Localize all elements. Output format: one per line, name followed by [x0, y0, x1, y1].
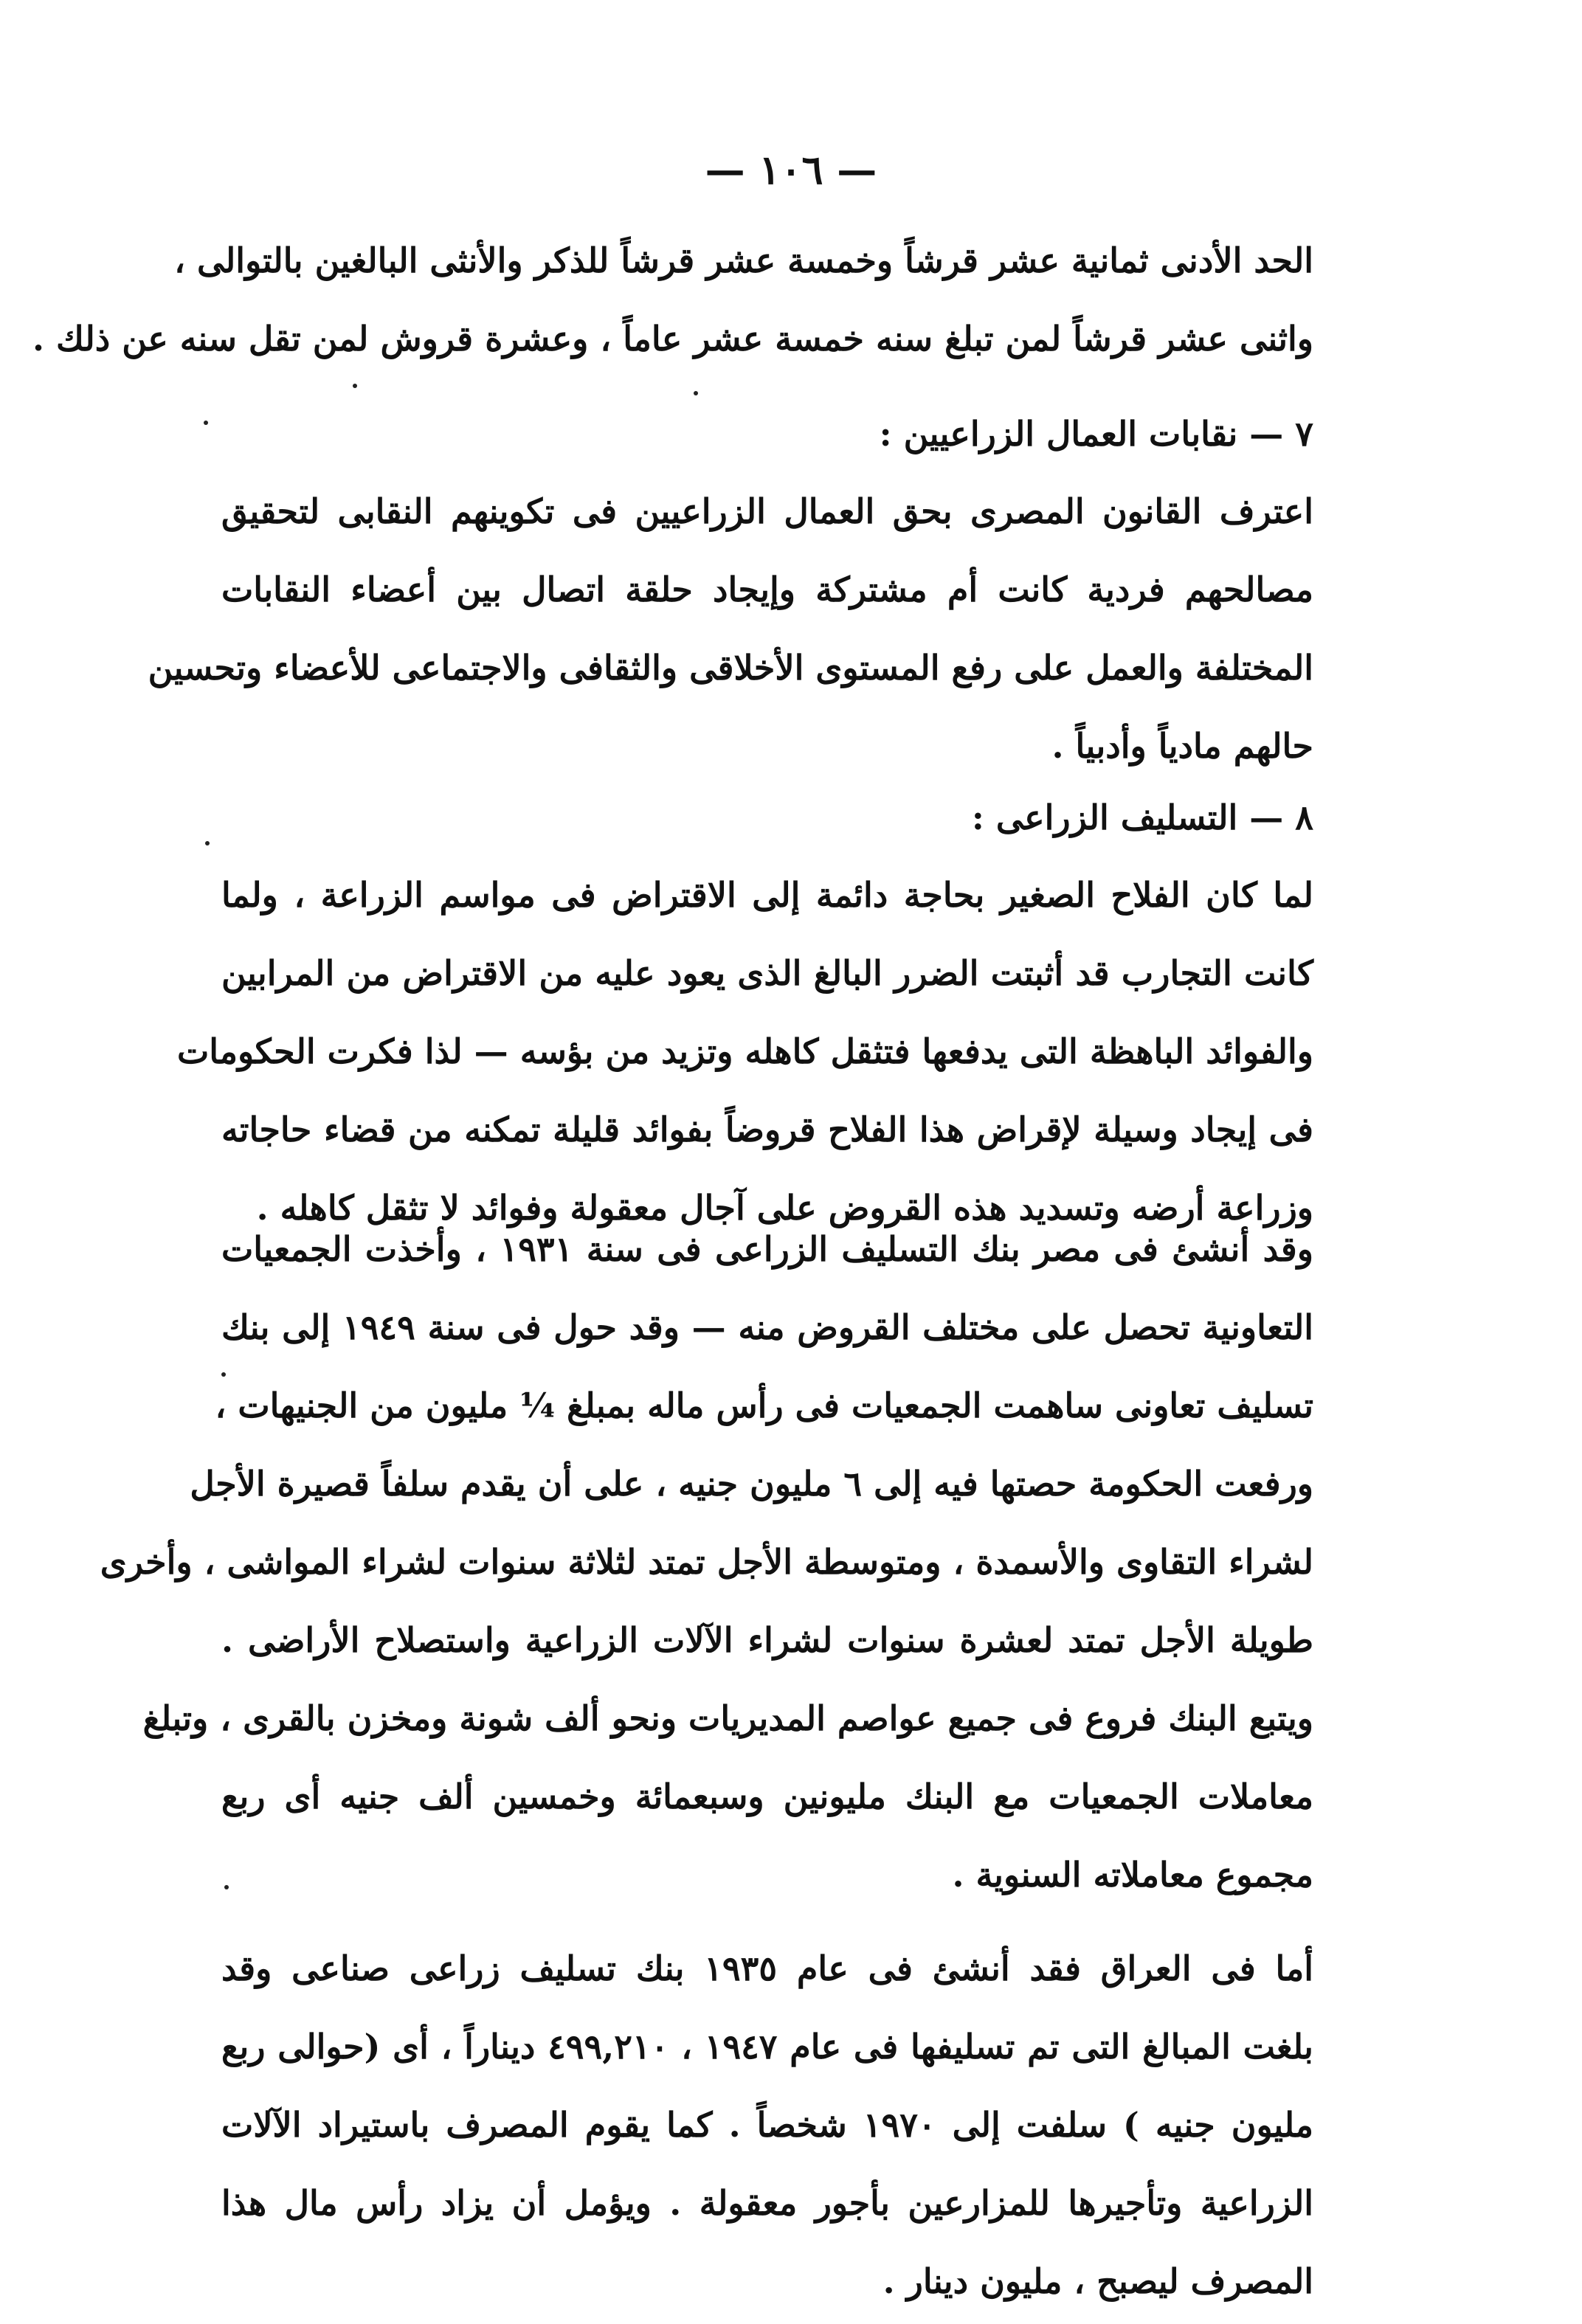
paragraph-credit-intro — [177, 856, 1313, 1247]
paragraph-unions — [148, 472, 1313, 785]
scan-speck — [205, 841, 210, 845]
text-line: لشراء التقاوى والأسمدة ، ومتوسطة الأجل تمتد لثلاثة سنوات لشراء المواشى ، وأخرى — [100, 1542, 1313, 1582]
scan-speck — [221, 1372, 226, 1377]
text-line: الزراعية وتأجيرها للمزارعين بأجور معقولة . ويؤمل أن يزاد رأس مال هذا — [221, 2183, 1313, 2223]
text-line: حالهم مادياً وأدبياً . — [1051, 726, 1313, 766]
text-line: المصرف ليصبح ، مليون دينار . — [882, 2261, 1313, 2301]
section-heading-7 — [221, 395, 1313, 473]
text-line: طويلة الأجل تمتد لعشرة سنوات لشراء الآلات الزراعية واستصلاح الأراضى . — [221, 1620, 1313, 1660]
text-line: واثنى عشر قرشاً لمن تبلغ سنه خمسة عشر عاماً ، وعشرة قروش لمن تقل سنه عن ذلك . — [32, 319, 1313, 359]
text-line: مجموع معاملاته السنوية . — [952, 1855, 1313, 1895]
text-line: وزراعة أرضه وتسديد هذه القروض على آجال معقولة وفوائد لا تثقل كاهله . — [256, 1188, 1313, 1228]
text-line: معاملات الجمعيات مع البنك مليونين وسبعمائة وخمسين ألف جنيه أى ربع — [221, 1777, 1313, 1816]
text-line: والفوائد الباهظة التى يدفعها فتثقل كاهله وتزيد من بؤسه — لذا فكرت الحكومات — [177, 1031, 1313, 1071]
page-number: — ١٠٦ — — [705, 146, 877, 193]
paragraph-iraq-bank — [221, 1929, 1313, 2320]
text-line: ورفعت الحكومة حصتها فيه إلى ٦ مليون جنيه ، على أن يقدم سلفاً قصيرة الأجل — [190, 1464, 1313, 1504]
scan-speck — [224, 1885, 229, 1889]
text-line: بلغت المبالغ التى تم تسليفها فى عام ١٩٤٧ ، ٤٩٩,٢١٠ ديناراً ، أى (حوالى ربع — [221, 2027, 1313, 2067]
section-heading: ٨ — التسليف الزراعى : — [971, 798, 1313, 837]
text-line: لما كان الفلاح الصغير بحاجة دائمة إلى الاقتراض فى مواسم الزراعة ، ولما — [221, 875, 1313, 915]
text-line: المختلفة والعمل على رفع المستوى الأخلاقى والثقافى والاجتماعى للأعضاء وتحسين — [148, 648, 1313, 688]
scan-speck — [204, 421, 208, 425]
text-line: مليون جنيه ) سلفت إلى ١٩٧٠ شخصاً . كما يقوم المصرف باستيراد الآلات — [221, 2105, 1313, 2145]
paragraph-egypt-bank — [100, 1210, 1314, 1914]
text-line: كانت التجارب قد أثبتت الضرر البالغ الذى يعود عليه من الاقتراض من المرابين — [221, 953, 1313, 993]
section-heading-8 — [221, 778, 1313, 857]
scan-speck — [694, 391, 698, 395]
text-line: فى إيجاد وسيلة لإقراض هذا الفلاح قروضاً بفوائد قليلة تمكنه من قضاء حاجاته — [221, 1110, 1313, 1149]
text-line: مصالحهم فردية كانت أم مشتركة وإيجاد حلقة اتصال بين أعضاء النقابات — [221, 570, 1313, 609]
text-line: وقد أنشئ فى مصر بنك التسليف الزراعى فى سنة ١٩٣١ ، وأخذت الجمعيات — [221, 1229, 1314, 1269]
text-line: ويتبع البنك فروع فى جميع عواصم المديريات ونحو ألف شونة ومخزن بالقرى ، وتبلغ — [142, 1698, 1313, 1738]
text-line: الحد الأدنى ثمانية عشر قرشاً وخمسة عشر قرشاً للذكر والأنثى البالغين بالتوالى ، — [174, 241, 1313, 280]
text-line: التعاونية تحصل على مختلف القروض منه — وقد حول فى سنة ١٩٤٩ إلى بنك — [221, 1307, 1314, 1347]
text-line: اعترف القانون المصرى بحق العمال الزراعيين فى تكوينهم النقابى لتحقيق — [221, 491, 1313, 531]
scan-speck — [353, 384, 357, 388]
text-line: أما فى العراق فقد أنشئ فى عام ١٩٣٥ بنك تسليف زراعى صناعى وقد — [221, 1948, 1313, 1988]
section-heading: ٧ — نقابات العمال الزراعيين : — [879, 414, 1313, 454]
text-line: تسليف تعاونى ساهمت الجمعيات فى رأس ماله بمبلغ ¼ مليون من الجنيهات ، — [215, 1386, 1313, 1425]
paragraph-minimum-wage — [32, 221, 1313, 378]
